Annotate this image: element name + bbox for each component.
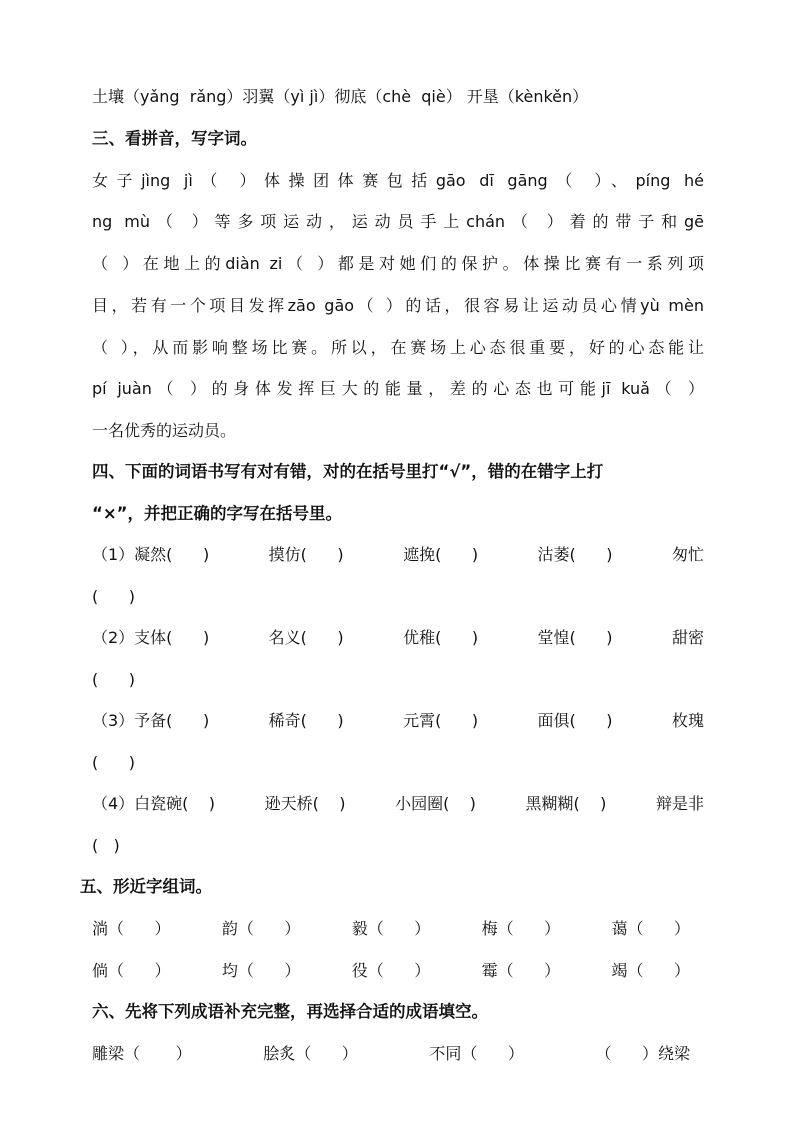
- section6-heading: 六、先将下列成语补充完整，再选择合适的成语填空。: [92, 1002, 488, 1021]
- word-cell: 小园圈( ): [395, 794, 476, 813]
- char-cell: 竭（ ）: [611, 961, 690, 980]
- section3-line-3: （ ）在地上的diàn zi（ ）都是对她们的保护。体操比赛有一系列项: [92, 254, 704, 273]
- idiom-cell: （ ）绕梁: [595, 1044, 690, 1063]
- section3-line-7: 一名优秀的运动员。: [92, 421, 237, 440]
- section5-row-2: [92, 960, 690, 982]
- word-cell: 甜密: [671, 628, 704, 647]
- word-cell: 枚瑰: [671, 711, 704, 730]
- word-cell: 逊天桥( ): [264, 794, 346, 813]
- idiom-cell: 雕梁（ ）: [92, 1044, 192, 1063]
- char-cell: 韵（ ）: [221, 919, 301, 938]
- section3-line-1: 女子jìng jì（ ）体操团体赛包括gāo dī gāng（ ）、píng hé: [92, 171, 704, 190]
- section6-row: [92, 1043, 690, 1065]
- word-cell: 优稚( ): [403, 628, 479, 647]
- section5-row-1: [92, 918, 690, 940]
- section3-line-6: pí juàn（ ）的身体发挥巨大的能量，差的心态也可能jī kuǎ（ ）: [92, 379, 704, 398]
- word-cell: （1）凝然( ): [92, 545, 210, 564]
- top-line: 土壤（yǎng rǎng）羽翼（yì jì）彻底（chè qiè） 开垦（kènkěn）: [92, 87, 589, 106]
- char-cell: 役（ ）: [351, 961, 431, 980]
- section4-item-3-cont: ( ): [92, 753, 135, 772]
- word-cell: 摸仿( ): [268, 545, 344, 564]
- section3-line-5: （ ），从而影响整场比赛。所以，在赛场上心态很重要，好的心态能让: [92, 338, 704, 357]
- word-cell: 面俱( ): [537, 711, 613, 730]
- char-cell: 毅（ ）: [351, 919, 431, 938]
- section3-heading: 三、看拼音，写字词。: [92, 129, 257, 148]
- word-cell: 堂惶( ): [537, 628, 613, 647]
- section5-heading: 五、形近字组词。: [80, 877, 212, 896]
- section3-line-4: 目，若有一个项目发挥zāo gāo（ ）的话，很容易让运动员心情yù mèn: [92, 296, 704, 315]
- word-cell: （4）白瓷碗( ): [92, 794, 216, 813]
- section4-item-4-cont: ( ): [92, 836, 120, 855]
- section4-item-2-cont: ( ): [92, 670, 135, 689]
- section4-item-3: [92, 710, 704, 732]
- char-cell: 淌（ ）: [92, 919, 171, 938]
- word-cell: 稀奇( ): [268, 711, 344, 730]
- char-cell: 蔼（ ）: [611, 919, 690, 938]
- word-cell: 遮挽( ): [403, 545, 479, 564]
- word-cell: 名义( ): [268, 628, 344, 647]
- section4-heading-2: “×”，并把正确的字写在括号里。: [92, 504, 343, 523]
- section4-item-2: [92, 627, 704, 649]
- word-cell: （3）予备( ): [92, 711, 210, 730]
- char-cell: 倘（ ）: [92, 961, 171, 980]
- word-cell: （2）支体( ): [92, 628, 210, 647]
- section4-item-4: [92, 793, 704, 815]
- section4-item-1: [92, 544, 704, 566]
- word-cell: 元霄( ): [403, 711, 479, 730]
- word-cell: 黑糊糊( ): [525, 794, 607, 813]
- idiom-cell: 不同（ ）: [429, 1044, 524, 1063]
- section3-line-2: ng mù（ ）等多项运动，运动员手上chán（ ）着的带子和gē: [92, 212, 704, 231]
- section4-item-1-cont: ( ): [92, 587, 135, 606]
- char-cell: 霉（ ）: [481, 961, 561, 980]
- idiom-cell: 脍炙（ ）: [263, 1044, 358, 1063]
- word-cell: 匆忙: [671, 545, 704, 564]
- char-cell: 均（ ）: [221, 961, 301, 980]
- char-cell: 梅（ ）: [481, 919, 561, 938]
- word-cell: 辩是非: [655, 794, 704, 813]
- word-cell: 沽萎( ): [537, 545, 613, 564]
- section4-heading-1: 四、下面的词语书写有对有错，对的在括号里打“√”，错的在错字上打: [92, 462, 604, 481]
